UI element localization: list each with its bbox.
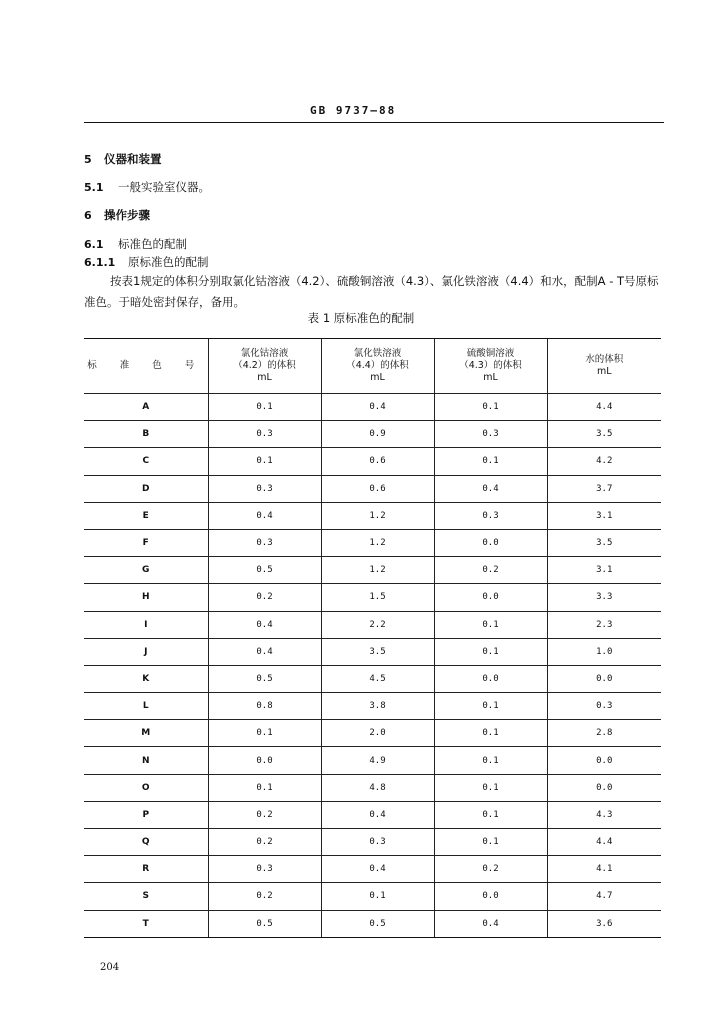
volume-cell: 3.7 <box>547 475 661 502</box>
standard-color-code: J <box>84 638 208 665</box>
section-title: 原标准色的配制 <box>128 255 209 269</box>
table-row <box>84 421 661 448</box>
volume-cell: 0.1 <box>434 611 547 638</box>
volume-cell: 0.1 <box>208 394 321 421</box>
header-line: （4.4）的体积 <box>346 360 409 371</box>
header-cobalt-chloride <box>208 339 321 394</box>
header-line: 硫酸铜溶液 <box>466 348 515 359</box>
volume-cell: 0.5 <box>321 910 434 937</box>
volume-cell: 0.3 <box>208 856 321 883</box>
volume-cell: 0.2 <box>434 557 547 584</box>
volume-cell: 0.2 <box>208 883 321 910</box>
table-row <box>84 502 661 529</box>
standard-color-code: K <box>84 665 208 692</box>
header-unit: mL <box>483 372 498 383</box>
volume-cell: 0.4 <box>208 502 321 529</box>
volume-cell: 0.1 <box>434 747 547 774</box>
page-number: 204 <box>100 962 120 973</box>
volume-cell: 0.0 <box>547 747 661 774</box>
standard-color-code: M <box>84 720 208 747</box>
table-caption: 表 1 原标准色的配制 <box>307 311 415 325</box>
volume-cell: 0.1 <box>434 720 547 747</box>
volume-cell: 0.1 <box>434 394 547 421</box>
table-row <box>84 910 661 937</box>
volume-cell: 0.3 <box>547 693 661 720</box>
volume-cell: 0.1 <box>434 774 547 801</box>
volume-cell: 0.4 <box>208 611 321 638</box>
header-rule <box>84 122 664 123</box>
volume-cell: 0.3 <box>208 421 321 448</box>
volume-cell: 4.1 <box>547 856 661 883</box>
volume-cell: 0.6 <box>321 475 434 502</box>
volume-cell: 3.3 <box>547 584 661 611</box>
volume-cell: 4.4 <box>547 394 661 421</box>
table-row <box>84 638 661 665</box>
section-number: 6.1.1 <box>84 256 116 269</box>
standard-color-code: G <box>84 557 208 584</box>
volume-cell: 0.5 <box>208 910 321 937</box>
table-row <box>84 693 661 720</box>
standard-color-code: C <box>84 448 208 475</box>
volume-cell: 3.8 <box>321 693 434 720</box>
section-6-1-1 <box>84 254 209 270</box>
volume-cell: 0.0 <box>547 774 661 801</box>
volume-cell: 0.4 <box>434 475 547 502</box>
section-number: 5.1 <box>84 181 104 194</box>
volume-cell: 0.1 <box>208 720 321 747</box>
standard-color-code: T <box>84 910 208 937</box>
table-row <box>84 774 661 801</box>
standard-color-code: L <box>84 693 208 720</box>
volume-cell: 4.5 <box>321 665 434 692</box>
standard-color-code: A <box>84 394 208 421</box>
volume-cell: 2.2 <box>321 611 434 638</box>
volume-cell: 0.0 <box>434 883 547 910</box>
table-row <box>84 557 661 584</box>
volume-cell: 2.0 <box>321 720 434 747</box>
table-row <box>84 801 661 828</box>
volume-cell: 2.8 <box>547 720 661 747</box>
header-iron-chloride <box>321 339 434 394</box>
volume-cell: 0.2 <box>208 584 321 611</box>
standard-color-code: H <box>84 584 208 611</box>
section-title: 操作步骤 <box>104 208 150 222</box>
section-number: 6.1 <box>84 238 104 251</box>
section-5 <box>84 151 162 167</box>
volume-cell: 1.5 <box>321 584 434 611</box>
volume-cell: 0.3 <box>208 529 321 556</box>
volume-cell: 0.3 <box>434 421 547 448</box>
volume-cell: 3.1 <box>547 502 661 529</box>
header-line: 氯化钴溶液 <box>240 348 289 359</box>
volume-cell: 4.7 <box>547 883 661 910</box>
header-line: 水的体积 <box>585 354 624 365</box>
table-body <box>84 394 661 938</box>
section-6-1 <box>84 236 187 252</box>
section-title: 标准色的配制 <box>118 237 187 251</box>
volume-cell: 0.9 <box>321 421 434 448</box>
volume-cell: 0.1 <box>208 448 321 475</box>
volume-cell: 0.1 <box>434 693 547 720</box>
volume-cell: 3.6 <box>547 910 661 937</box>
section-number: 5 <box>84 153 92 166</box>
volume-cell: 0.3 <box>321 829 434 856</box>
standard-color-code: S <box>84 883 208 910</box>
section-5-1 <box>84 179 210 195</box>
volume-cell: 3.5 <box>547 421 661 448</box>
header-copper-sulfate <box>434 339 547 394</box>
header-unit: mL <box>370 372 385 383</box>
volume-cell: 0.5 <box>208 665 321 692</box>
section-title: 仪器和装置 <box>104 152 162 166</box>
standard-color-code: I <box>84 611 208 638</box>
volume-cell: 1.2 <box>321 502 434 529</box>
standard-color-code: E <box>84 502 208 529</box>
volume-cell: 0.4 <box>434 910 547 937</box>
volume-cell: 0.5 <box>208 557 321 584</box>
standard-color-code: Q <box>84 829 208 856</box>
volume-cell: 4.2 <box>547 448 661 475</box>
header-line: （4.2）的体积 <box>233 360 296 371</box>
volume-cell: 3.5 <box>547 529 661 556</box>
volume-cell: 0.1 <box>434 638 547 665</box>
standard-color-code: O <box>84 774 208 801</box>
volume-cell: 4.4 <box>547 829 661 856</box>
standard-color-code: R <box>84 856 208 883</box>
table-row <box>84 475 661 502</box>
header-line: （4.3）的体积 <box>459 360 522 371</box>
volume-cell: 0.1 <box>434 448 547 475</box>
volume-cell: 0.0 <box>547 665 661 692</box>
table-row <box>84 611 661 638</box>
section-title: 一般实验室仪器。 <box>118 180 210 194</box>
volume-cell: 4.9 <box>321 747 434 774</box>
header-line: 标 准 色 号 <box>87 360 205 371</box>
table-row <box>84 394 661 421</box>
volume-cell: 0.2 <box>208 829 321 856</box>
section-number: 6 <box>84 209 92 222</box>
volume-cell: 1.2 <box>321 529 434 556</box>
section-6 <box>84 207 150 223</box>
volume-cell: 1.0 <box>547 638 661 665</box>
volume-cell: 0.3 <box>208 475 321 502</box>
standard-color-code: N <box>84 747 208 774</box>
header-standard-color-no <box>84 339 208 394</box>
volume-cell: 0.0 <box>434 529 547 556</box>
volume-cell: 0.8 <box>208 693 321 720</box>
standard-color-code: P <box>84 801 208 828</box>
table-row <box>84 448 661 475</box>
volume-cell: 0.4 <box>208 638 321 665</box>
table-row <box>84 747 661 774</box>
volume-cell: 0.0 <box>208 747 321 774</box>
volume-cell: 3.1 <box>547 557 661 584</box>
volume-cell: 0.2 <box>434 856 547 883</box>
table-row <box>84 856 661 883</box>
volume-cell: 0.4 <box>321 394 434 421</box>
header-unit: mL <box>257 372 272 383</box>
header-line: 氯化铁溶液 <box>353 348 402 359</box>
table-row <box>84 883 661 910</box>
table-row <box>84 529 661 556</box>
volume-cell: 0.4 <box>321 801 434 828</box>
header-unit: mL <box>596 366 612 377</box>
volume-cell: 2.3 <box>547 611 661 638</box>
volume-cell: 0.4 <box>321 856 434 883</box>
volume-cell: 0.1 <box>434 829 547 856</box>
volume-cell: 4.3 <box>547 801 661 828</box>
table-header-row <box>84 339 661 394</box>
volume-cell: 3.5 <box>321 638 434 665</box>
volume-cell: 0.2 <box>208 801 321 828</box>
table-row <box>84 665 661 692</box>
volume-cell: 0.1 <box>434 801 547 828</box>
volume-cell: 0.3 <box>434 502 547 529</box>
volume-cell: 4.8 <box>321 774 434 801</box>
table-row <box>84 829 661 856</box>
volume-cell: 1.2 <box>321 557 434 584</box>
volume-cell: 0.0 <box>434 665 547 692</box>
procedure-paragraph: 按表1规定的体积分别取氯化钴溶液（4.2）、硫酸铜溶液（4.3）、氯化铁溶液（4.4）和水，配制A - T号原标准色。于暗处密封保存，备用。 <box>84 274 659 309</box>
volume-cell: 0.1 <box>208 774 321 801</box>
standard-color-code: F <box>84 529 208 556</box>
standard-number-header: GB 9737—88 <box>310 104 397 117</box>
standard-color-table <box>84 338 661 938</box>
standard-color-code: D <box>84 475 208 502</box>
volume-cell: 0.0 <box>434 584 547 611</box>
table-row <box>84 584 661 611</box>
volume-cell: 0.1 <box>321 883 434 910</box>
table-row <box>84 720 661 747</box>
header-water <box>547 339 661 394</box>
standard-color-code: B <box>84 421 208 448</box>
volume-cell: 0.6 <box>321 448 434 475</box>
